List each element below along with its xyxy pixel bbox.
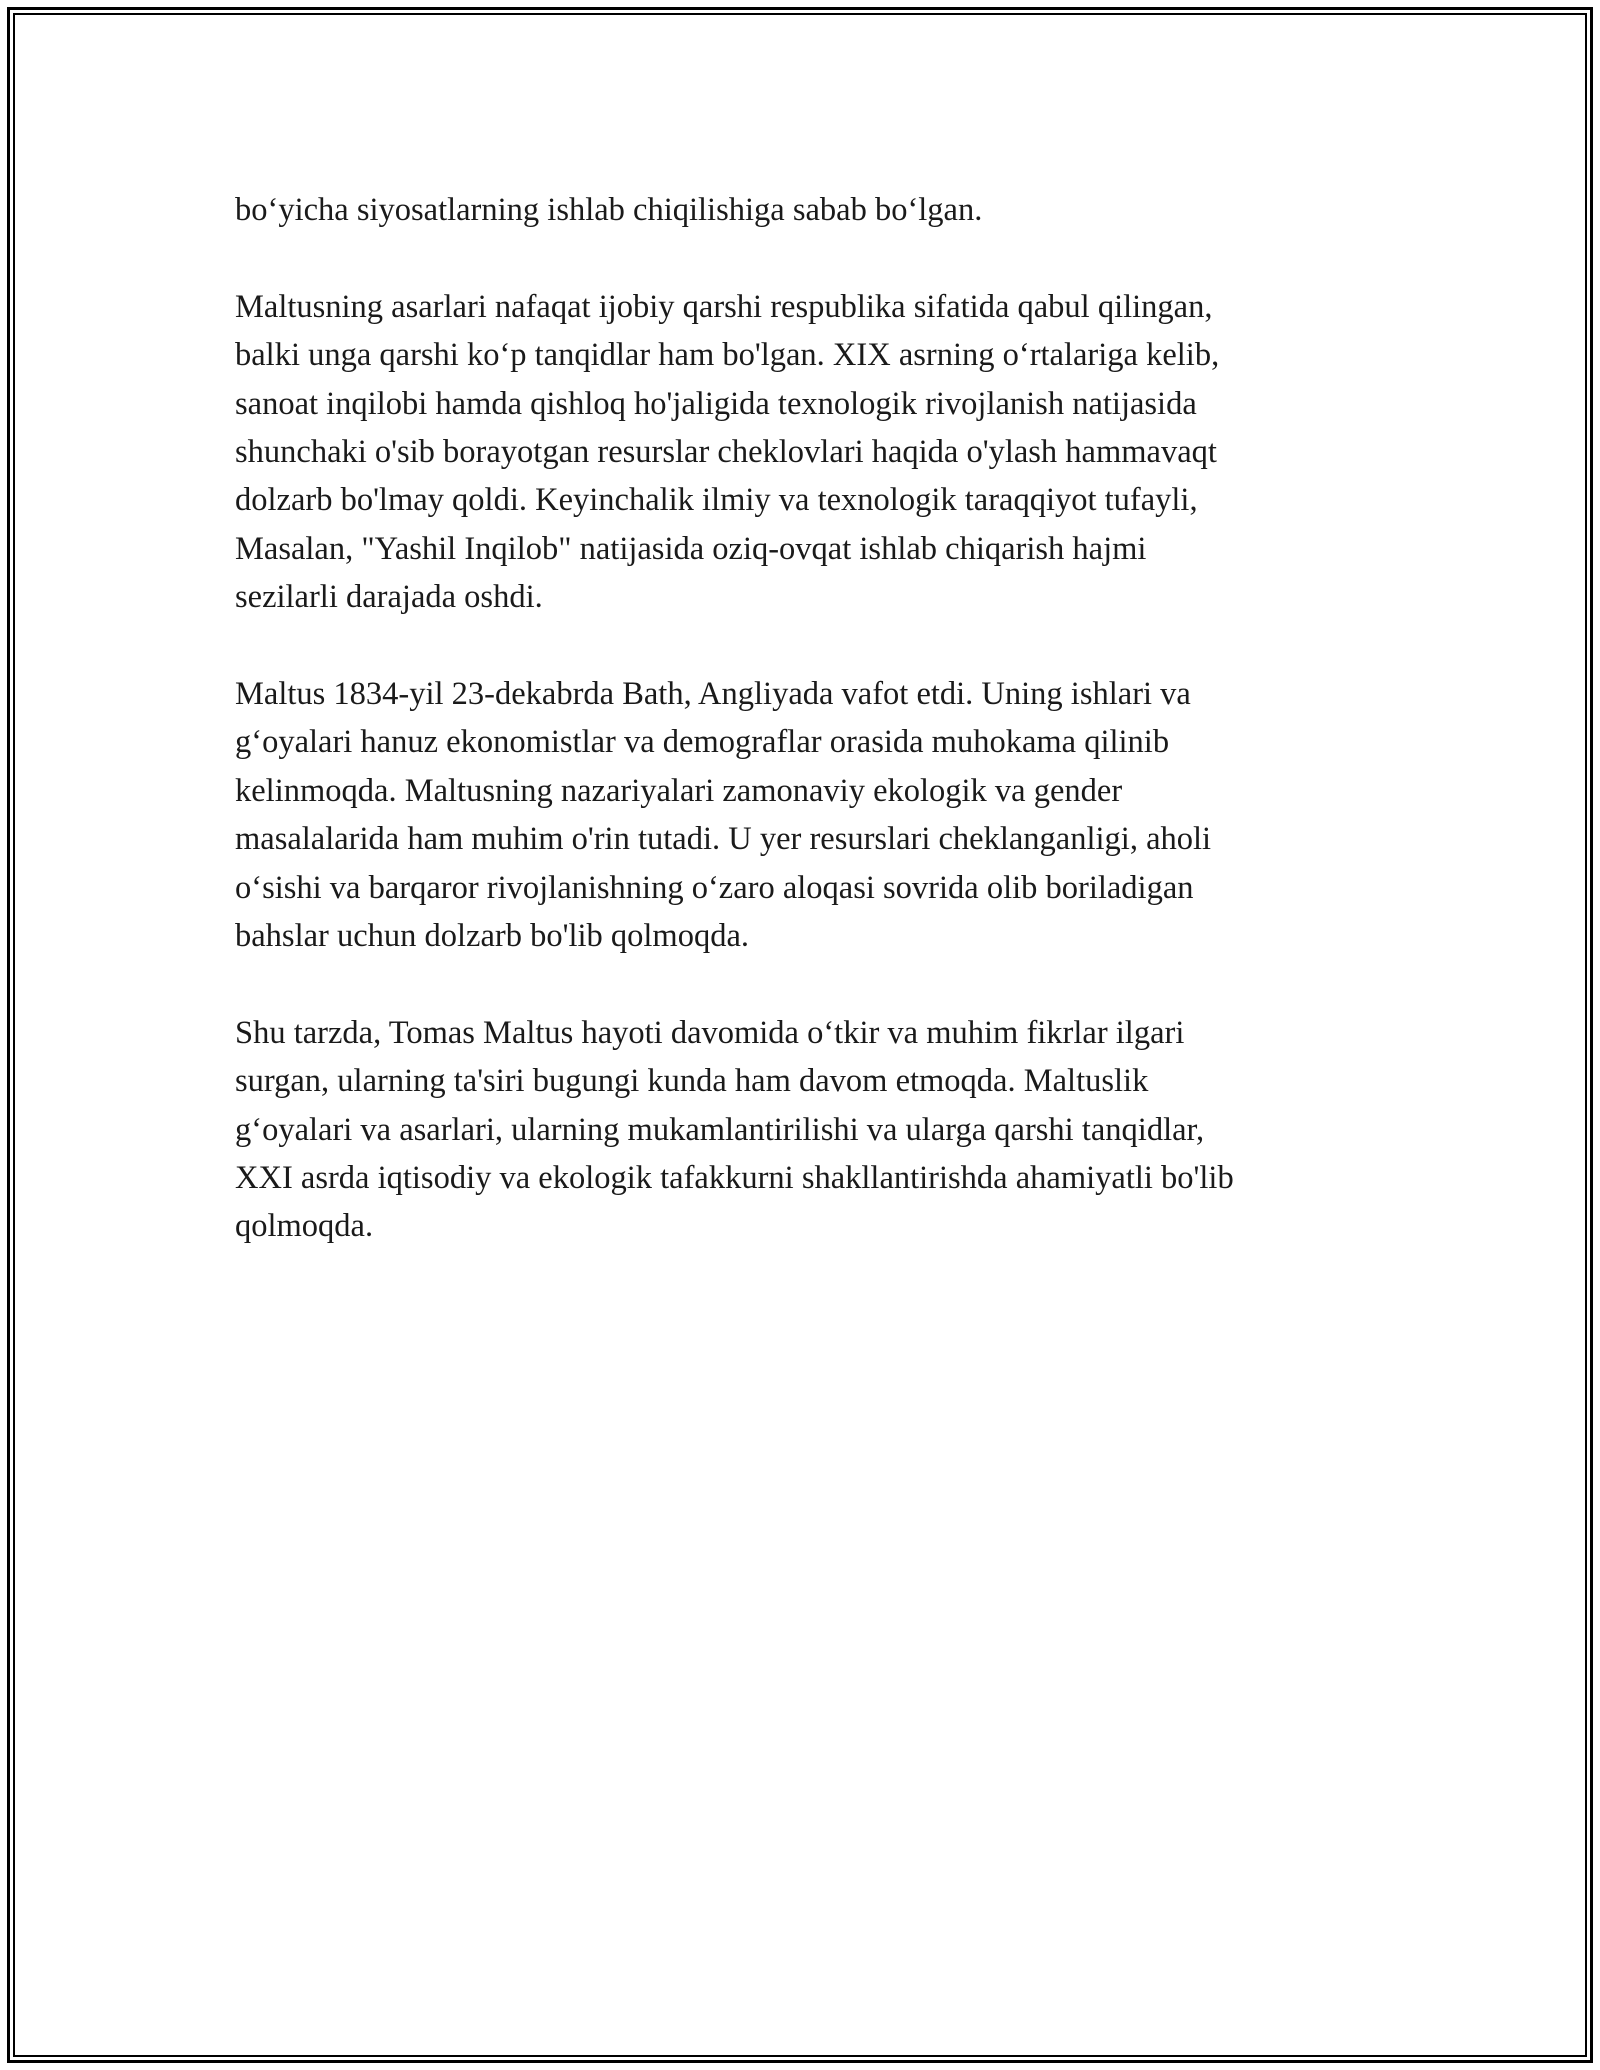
text-line: Masalan, "Yashil Inqilob" natijasida oziq-ovqat ishlab chiqarish hajmi [235,530,1147,567]
text-line: bo‘yicha siyosatlarning ishlab chiqilishiga sabab bo‘lgan. [235,192,983,228]
text-line: Maltus 1834-yil 23-dekabrda Bath, Angliyada vafot etdi. Uning ishlari va [235,676,1191,713]
text-line: qolmoqda. [235,1208,374,1245]
text-line: sanoat inqilobi hamda qishloq ho'jaligida texnologik rivojlanish natijasida [235,385,1197,422]
text-line: masalalarida ham muhim o'rin tutadi. U yer resurslari cheklanganligi, aholi [235,821,1212,858]
paragraph-1 [235,186,1385,234]
text-line: Shu tarzda, Tomas Maltus hayoti davomida o‘tkir va muhim fikrlar ilgari [235,1014,1185,1051]
text-line: balki unga qarshi ko‘p tanqidlar ham bo'lgan. XIX asrning o‘rtalariga kelib, [235,337,1220,374]
text-line: sezilarli darajada oshdi. [235,579,543,616]
text-line: kelinmoqda. Maltusning nazariyalari zamonaviy ekologik va gender [235,772,1123,809]
text-line: dolzarb bo'lmay qoldi. Keyinchalik ilmiy va texnologik taraqqiyot tufayli, [235,482,1198,519]
text-line: Maltusning asarlari nafaqat ijobiy qarshi respublika sifatida qabul qilingan, [235,288,1213,325]
text-line: o‘sishi va barqaror rivojlanishning o‘zaro aloqasi sovrida olib boriladigan [235,869,1194,906]
text-line: XXI asrda iqtisodiy va ekologik tafakkurni shakllantirishda ahamiyatli bo'lib [235,1160,1234,1197]
text-line: bahslar uchun dolzarb bo'lib qolmoqda. [235,918,750,955]
text-line: g‘oyalari va asarlari, ularning mukamlantirilishi va ularga qarshi tanqidlar, [235,1111,1205,1148]
paragraph-3 [235,670,1385,960]
document-body [235,186,1385,1299]
text-line: shunchaki o'sib borayotgan resurslar cheklovlari haqida o'ylash hammavaqt [235,434,1217,471]
paragraph-2 [235,283,1385,622]
text-line: g‘oyalari hanuz ekonomistlar va demograflar orasida muhokama qilinib [235,724,1170,761]
text-line: surgan, ularning ta'siri bugungi kunda ham davom etmoqda. Maltuslik [235,1063,1149,1100]
paragraph-4 [235,1009,1385,1251]
